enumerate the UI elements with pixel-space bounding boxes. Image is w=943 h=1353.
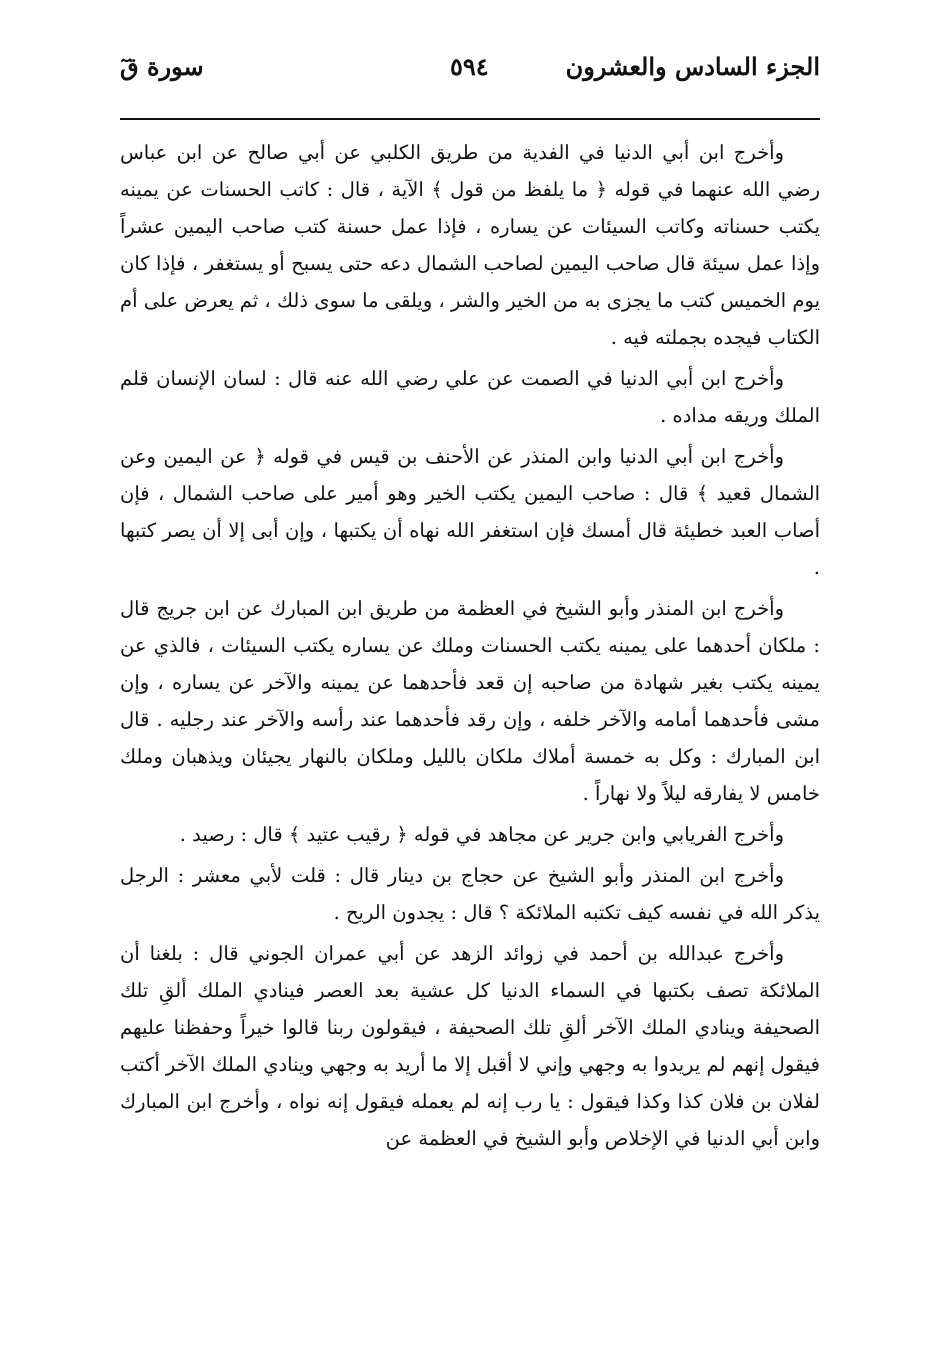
paragraph: وأخرج ابن أبي الدنيا في الصمت عن علي رضي الله عنه قال : لسان الإنسان قلم الملك وريقه مداده . xyxy=(120,367,820,427)
paragraph: وأخرج ابن أبي الدنيا وابن المنذر عن الأحنف بن قيس في قوله ﴿ عن اليمين وعن الشمال قعيد ﴾ قال : صاحب اليمين يكتب الخير وهو أمير على صاحب الشمال ، فإن أصاب العبد خطيئة قال أمسك فإن استغفر الله نهاه أن يكتبها ، وإن أبى إلا أن يصر كتبها . xyxy=(120,445,820,579)
paragraph: وأخرج ابن المنذر وأبو الشيخ عن حجاج بن دينار قال : قلت لأبي معشر : الرجل يذكر الله في نفسه كيف تكتبه الملائكة ؟ قال : يجدون الريح . xyxy=(120,864,820,924)
page-number: ٥٩٤ xyxy=(450,52,489,81)
paragraph: وأخرج الفريابي وابن جرير عن مجاهد في قوله ﴿ رقيب عتيد ﴾ قال : رصيد . xyxy=(179,823,784,846)
part-title: الجزء السادس والعشرون xyxy=(565,52,820,81)
surah-name: سورة قٓ xyxy=(120,52,204,81)
paragraph: وأخرج عبدالله بن أحمد في زوائد الزهد عن أبي عمران الجوني قال : بلغنا أن الملائكة تصف بكتبها في السماء الدنيا كل عشية بعد العصر فينادي الملك ألقِ تلك الصحيفة وينادي الملك الآخر ألقِ تلك الصحيفة ، فيقولون ربنا قالوا خيراً وحفظنا عليهم فيقول إنهم لم يريدوا به وجهي وإني لا أقبل إلا ما أريد به وجهي وينادي الملك الآخر أكتب لفلان بن فلان كذا وكذا فيقول : يا رب إنه لم يعمله فيقول إنه نواه ، وأخرج ابن المبارك وابن أبي الدنيا في الإخلاص وأبو الشيخ في العظمة عن xyxy=(120,942,820,1150)
paragraph: وأخرج ابن أبي الدنيا في الفدية من طريق الكلبي عن أبي صالح عن ابن عباس رضي الله عنهما في قوله ﴿ ما يلفظ من قول ﴾ الآية ، قال : كاتب الحسنات عن يمينه يكتب حسناته وكاتب السيئات عن يساره ، فإذا عمل حسنة كتب صاحب اليمين عشراً وإذا عمل سيئة قال صاحب اليمين لصاحب الشمال دعه حتى يسبح أو يستغفر ، فإذا كان يوم الخميس كتب ما يجزى به من الخير والشر ، ويلقى ما سوى ذلك ، ثم يعرض على أم الكتاب فيجده بجملته فيه . xyxy=(120,141,820,349)
paragraph: وأخرج ابن المنذر وأبو الشيخ في العظمة من طريق ابن المبارك عن ابن جريج قال : ملكان أحدهما على يمينه يكتب الحسنات وملك عن يساره يكتب السيئات ، فالذي عن يمينه يكتب بغير شهادة من صاحبه إن قعد فأحدهما عن يمينه والآخر عن يساره ، وإن مشى فأحدهما أمامه والآخر خلفه ، وإن رقد فأحدهما عند رأسه والآخر عند رجليه . قال ابن المبارك : وكل به خمسة أملاك ملكان بالليل وملكان بالنهار يجيئان ويذهبان وملك خامس لا يفارقه ليلاً ولا نهاراً . xyxy=(120,597,820,805)
running-header xyxy=(120,52,820,102)
header-divider xyxy=(120,118,820,120)
body-text xyxy=(120,134,820,1161)
